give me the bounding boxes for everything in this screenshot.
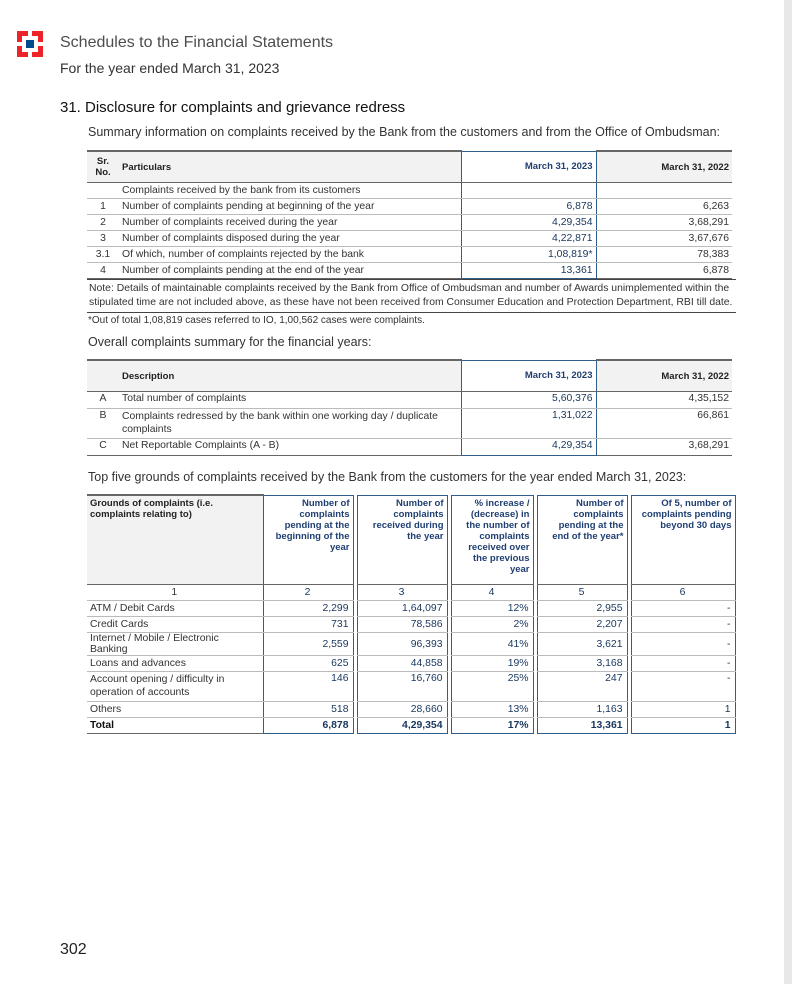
page-edge — [784, 0, 792, 984]
group-label: Complaints received by the bank from its customers — [119, 183, 461, 199]
col-pending-beginning: Number of complaints pending at the beginning of the year — [263, 495, 353, 585]
footnote: *Out of total 1,08,819 cases referred to IO, 1,00,562 cases were complaints. — [88, 315, 425, 326]
col-grounds: Grounds of complaints (i.e. complaints relating to) — [87, 495, 263, 585]
col-percent-change: % increase / (decrease) in the number of complaints received over the previous year — [451, 495, 533, 585]
complaints-summary-table — [87, 150, 732, 279]
table-row: ATM / Debit Cards 2,299 1,64,097 12% 2,955 - — [87, 601, 735, 617]
table-row: 1 Number of complaints pending at beginning of the year 6,878 6,263 — [87, 199, 732, 215]
col-march-2022: March 31, 2022 — [596, 360, 732, 392]
table-row: B Complaints redressed by the bank within one working day / duplicate complaints 1,31,022 66,861 — [87, 409, 732, 439]
index-row: 1 2 3 4 5 6 — [87, 585, 735, 601]
overall-summary-table — [87, 359, 732, 456]
table-row: Internet / Mobile / Electronic Banking 2,559 96,393 41% 3,621 - — [87, 633, 735, 656]
col-march-2023: March 31, 2023 — [461, 151, 596, 183]
table-row: Others 518 28,660 13% 1,163 1 — [87, 702, 735, 718]
col-pending-end: Number of complaints pending at the end of the year* — [537, 495, 627, 585]
table-row: Credit Cards 731 78,586 2% 2,207 - — [87, 617, 735, 633]
col-received: Number of complaints received during the year — [357, 495, 447, 585]
total-row: Total 6,878 4,29,354 17% 13,361 1 — [87, 718, 735, 734]
table-note: Note: Details of maintainable complaints received by the Bank from Office of Ombudsman and number of Awards unimplemented within the stipulated time are not included above, as these have not been received from Consumer Education and Protection Department, RBI till date. — [87, 279, 736, 313]
section-title: 31. Disclosure for complaints and grievance redress — [60, 99, 406, 116]
table-row: A Total number of complaints 5,60,376 4,35,152 — [87, 392, 732, 409]
table-row: Account opening / difficulty in operation of accounts 146 16,760 25% 247 - — [87, 672, 735, 702]
table-row — [87, 183, 732, 199]
page-header-title: Schedules to the Financial Statements — [60, 34, 334, 51]
table-row: Loans and advances 625 44,858 19% 3,168 - — [87, 656, 735, 672]
table-row: 2 Number of complaints received during the year 4,29,354 3,68,291 — [87, 215, 732, 231]
table-row: 3.1 Of which, number of complaints rejected by the bank 1,08,819* 78,383 — [87, 247, 732, 263]
table-row: 4 Number of complaints pending at the end of the year 13,361 6,878 — [87, 263, 732, 279]
col-description: Description — [119, 360, 461, 392]
col-particulars: Particulars — [119, 151, 461, 183]
section-intro: Summary information on complaints received by the Bank from the customers and from the Office of Ombudsman: — [88, 125, 720, 139]
page-header-subtitle: For the year ended March 31, 2023 — [60, 60, 280, 76]
top-five-heading: Top five grounds of complaints received by the Bank from the customers for the year ended March 31, 2023: — [88, 470, 687, 484]
top-grounds-table — [87, 494, 736, 734]
col-sr-no: Sr. No. — [87, 151, 119, 183]
page-number: 302 — [60, 941, 87, 958]
table-row: C Net Reportable Complaints (A - B) 4,29,354 3,68,291 — [87, 439, 732, 456]
col-march-2022: March 31, 2022 — [596, 151, 732, 183]
bank-logo-icon — [17, 31, 43, 57]
col-march-2023: March 31, 2023 — [461, 360, 596, 392]
overall-heading: Overall complaints summary for the financial years: — [88, 335, 372, 349]
col-pending-30-days: Of 5, number of complaints pending beyond 30 days — [631, 495, 735, 585]
table-row: 3 Number of complaints disposed during the year 4,22,871 3,67,676 — [87, 231, 732, 247]
